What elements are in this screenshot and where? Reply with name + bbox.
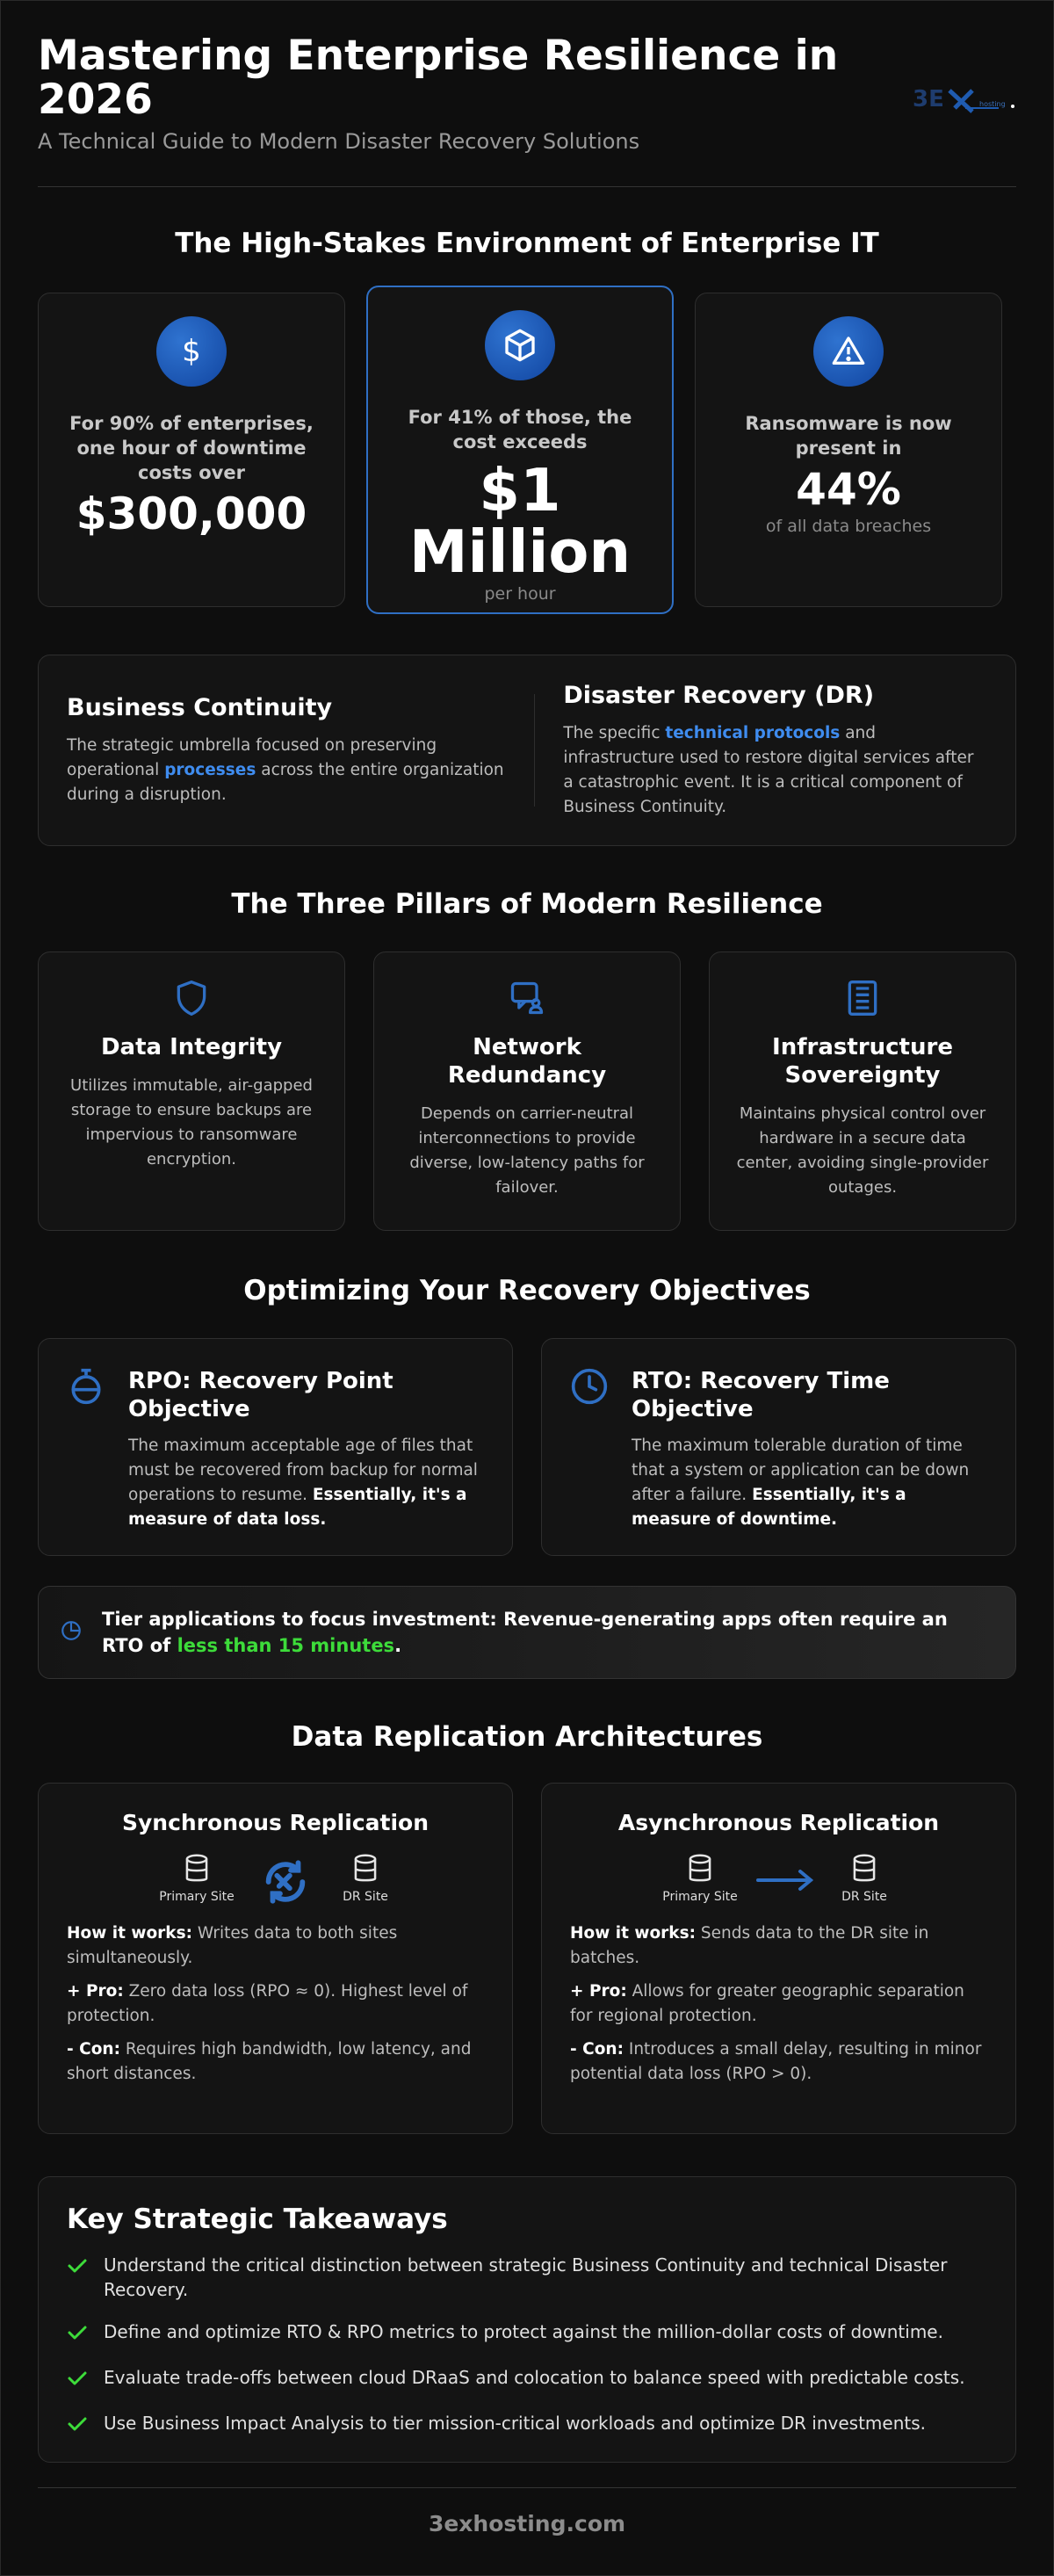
pie-chart-icon	[60, 1619, 83, 1646]
section-title-objectives: Optimizing Your Recovery Objectives	[243, 1275, 811, 1306]
list-item: Define and optimize RTO & RPO metrics to protect against the million-dollar costs of downtime.	[67, 2319, 987, 2348]
clock-icon	[570, 1367, 610, 1555]
stats-row	[38, 286, 1016, 614]
takeaways-title: Key Strategic Takeaways	[67, 2203, 448, 2235]
stat-subtext: per hour	[484, 584, 556, 604]
async-con: - Con: Introduces a small delay, resulting in minor potential data loss (RPO > 0).	[570, 2040, 982, 2083]
sync-con: - Con: Requires high bandwidth, low latency, and short distances.	[67, 2040, 472, 2083]
pillar-card-infrastructure	[709, 952, 1016, 1231]
list-item: Understand the critical distinction between strategic Business Continuity and technical Disaster Recovery.	[67, 2253, 987, 2302]
tier-text: Tier applications to focus investment: Revenue-generating apps often require an RTO of less than 15 minutes.	[102, 1609, 948, 1656]
pillar-title: Infrastructure Sovereignty	[772, 1034, 953, 1089]
svg-text:hosting: hosting	[979, 100, 1006, 108]
pillar-text: Utilizes immutable, air-gapped storage to ensure backups are impervious to ransomware encryption.	[70, 1076, 313, 1169]
dr-highlight: technical protocols	[665, 723, 841, 742]
sync-replication-card	[38, 1783, 513, 2134]
sync-arrows-icon	[260, 1856, 311, 1907]
sync-how: How it works: Writes data to both sites simultaneously.	[67, 1924, 398, 1967]
business-continuity-block	[67, 694, 504, 807]
pillar-card-data-integrity	[38, 952, 345, 1231]
rto-title: RTO: Recovery Time Objective	[632, 1368, 890, 1422]
tier-highlight: less than 15 minutes	[177, 1635, 395, 1656]
replication-row	[38, 1783, 1016, 2134]
svg-text:$: $	[182, 334, 201, 369]
async-replication-card	[541, 1783, 1016, 2134]
pillar-card-network	[373, 952, 681, 1231]
database-icon	[685, 1853, 715, 1885]
page-title: Mastering Enterprise Resilience in 2026	[38, 32, 839, 124]
list-item: Use Business Impact Analysis to tier mission-critical workloads and optimize DR investments.	[67, 2411, 987, 2439]
takeaways-list	[67, 2253, 987, 2439]
bc-highlight: processes	[164, 760, 256, 779]
dollar-icon	[156, 316, 227, 387]
pillar-title: Network Redundancy	[447, 1034, 607, 1089]
shield-icon	[172, 979, 211, 1017]
rpo-text: The maximum acceptable age of files that must be recovered from backup for normal operations to resume. Essentially, it's a measure of data loss.	[128, 1436, 478, 1529]
check-icon	[67, 2411, 104, 2439]
check-icon	[67, 2253, 104, 2281]
footer-website-link[interactable]: 3exhosting.com	[428, 2511, 626, 2536]
vertical-divider	[534, 694, 535, 807]
section-title-replication: Data Replication Architectures	[291, 1721, 763, 1753]
disaster-recovery-block	[563, 682, 987, 820]
stat-value: $1 Million	[408, 456, 632, 586]
rto-content	[632, 1367, 991, 1555]
async-diagram	[570, 1846, 987, 1913]
pillar-title: Data Integrity	[100, 1034, 283, 1060]
page-subtitle: A Technical Guide to Modern Disaster Recovery Solutions	[38, 129, 640, 154]
primary-site: Primary Site	[153, 1853, 241, 1904]
pillar-text: Maintains physical control over hardware in a secure data center, avoiding single-provider outages.	[736, 1104, 989, 1197]
pillar-text: Depends on carrier-neutral interconnections to provide diverse, low-latency paths for failover.	[409, 1104, 645, 1197]
async-pro: + Pro: Allows for greater geographic separation for regional protection.	[570, 1982, 964, 2025]
dr-text: The specific technical protocols and infrastructure used to restore digital services after a catastrophic event. It is a critical component of Business Continuity.	[563, 723, 974, 816]
database-icon	[350, 1853, 380, 1885]
section-title-stakes: The High-Stakes Environment of Enterprise IT	[175, 228, 879, 259]
pillars-row	[38, 952, 1016, 1231]
database-icon	[849, 1853, 879, 1885]
database-icon	[182, 1853, 212, 1885]
network-icon	[508, 979, 546, 1017]
stopwatch-icon	[67, 1367, 107, 1555]
rpo-content	[128, 1367, 487, 1555]
rto-card	[541, 1338, 1016, 1556]
footer	[38, 2487, 1016, 2575]
objectives-row	[38, 1338, 1016, 1556]
svg-text:3E: 3E	[913, 86, 944, 112]
rpo-card	[38, 1338, 513, 1556]
bc-dr-card	[38, 655, 1016, 846]
stat-text: For 90% of enterprises, one hour of downtime costs over	[69, 413, 314, 483]
company-logo	[911, 82, 1016, 117]
sync-title: Synchronous Replication	[122, 1810, 429, 1835]
document-icon	[843, 979, 882, 1017]
sync-diagram	[67, 1846, 484, 1913]
tier-callout	[38, 1586, 1016, 1679]
warning-icon	[813, 316, 884, 387]
arrow-right-icon	[754, 1867, 816, 1893]
check-icon	[67, 2365, 104, 2393]
stat-card-downtime	[38, 293, 345, 607]
bc-title: Business Continuity	[67, 693, 333, 721]
rto-text: The maximum tolerable duration of time that a system or application can be down after a failure. Essentially, it's a measure of downtime.	[632, 1436, 970, 1529]
stat-text: Ransomware is now present in	[745, 413, 952, 459]
dr-title: Disaster Recovery (DR)	[563, 681, 875, 709]
stat-text: For 41% of those, the cost exceeds	[408, 407, 632, 452]
check-icon	[67, 2319, 104, 2348]
box-icon	[485, 310, 555, 380]
stat-card-million	[366, 286, 674, 614]
header	[38, 1, 1016, 187]
rpo-title: RPO: Recovery Point Objective	[128, 1368, 393, 1422]
list-item: Evaluate trade-offs between cloud DRaaS and colocation to balance speed with predictable costs.	[67, 2365, 987, 2393]
stat-subtext: of all data breaches	[765, 517, 932, 536]
stat-value: $300,000	[76, 488, 307, 539]
bc-text: The strategic umbrella focused on preserving operational processes across the entire organization during a disruption.	[67, 735, 504, 804]
async-title: Asynchronous Replication	[617, 1810, 940, 1835]
primary-site: Primary Site	[656, 1853, 744, 1904]
section-title-pillars: The Three Pillars of Modern Resilience	[231, 888, 823, 920]
dr-site: DR Site	[820, 1853, 908, 1904]
stat-card-ransomware	[695, 293, 1002, 607]
sync-pro: + Pro: Zero data loss (RPO ≈ 0). Highest level of protection.	[67, 1982, 468, 2025]
async-how: How it works: Sends data to the DR site in batches.	[570, 1924, 929, 1967]
dr-site: DR Site	[321, 1853, 409, 1904]
takeaways-card	[38, 2176, 1016, 2463]
stat-value: 44%	[796, 464, 901, 515]
